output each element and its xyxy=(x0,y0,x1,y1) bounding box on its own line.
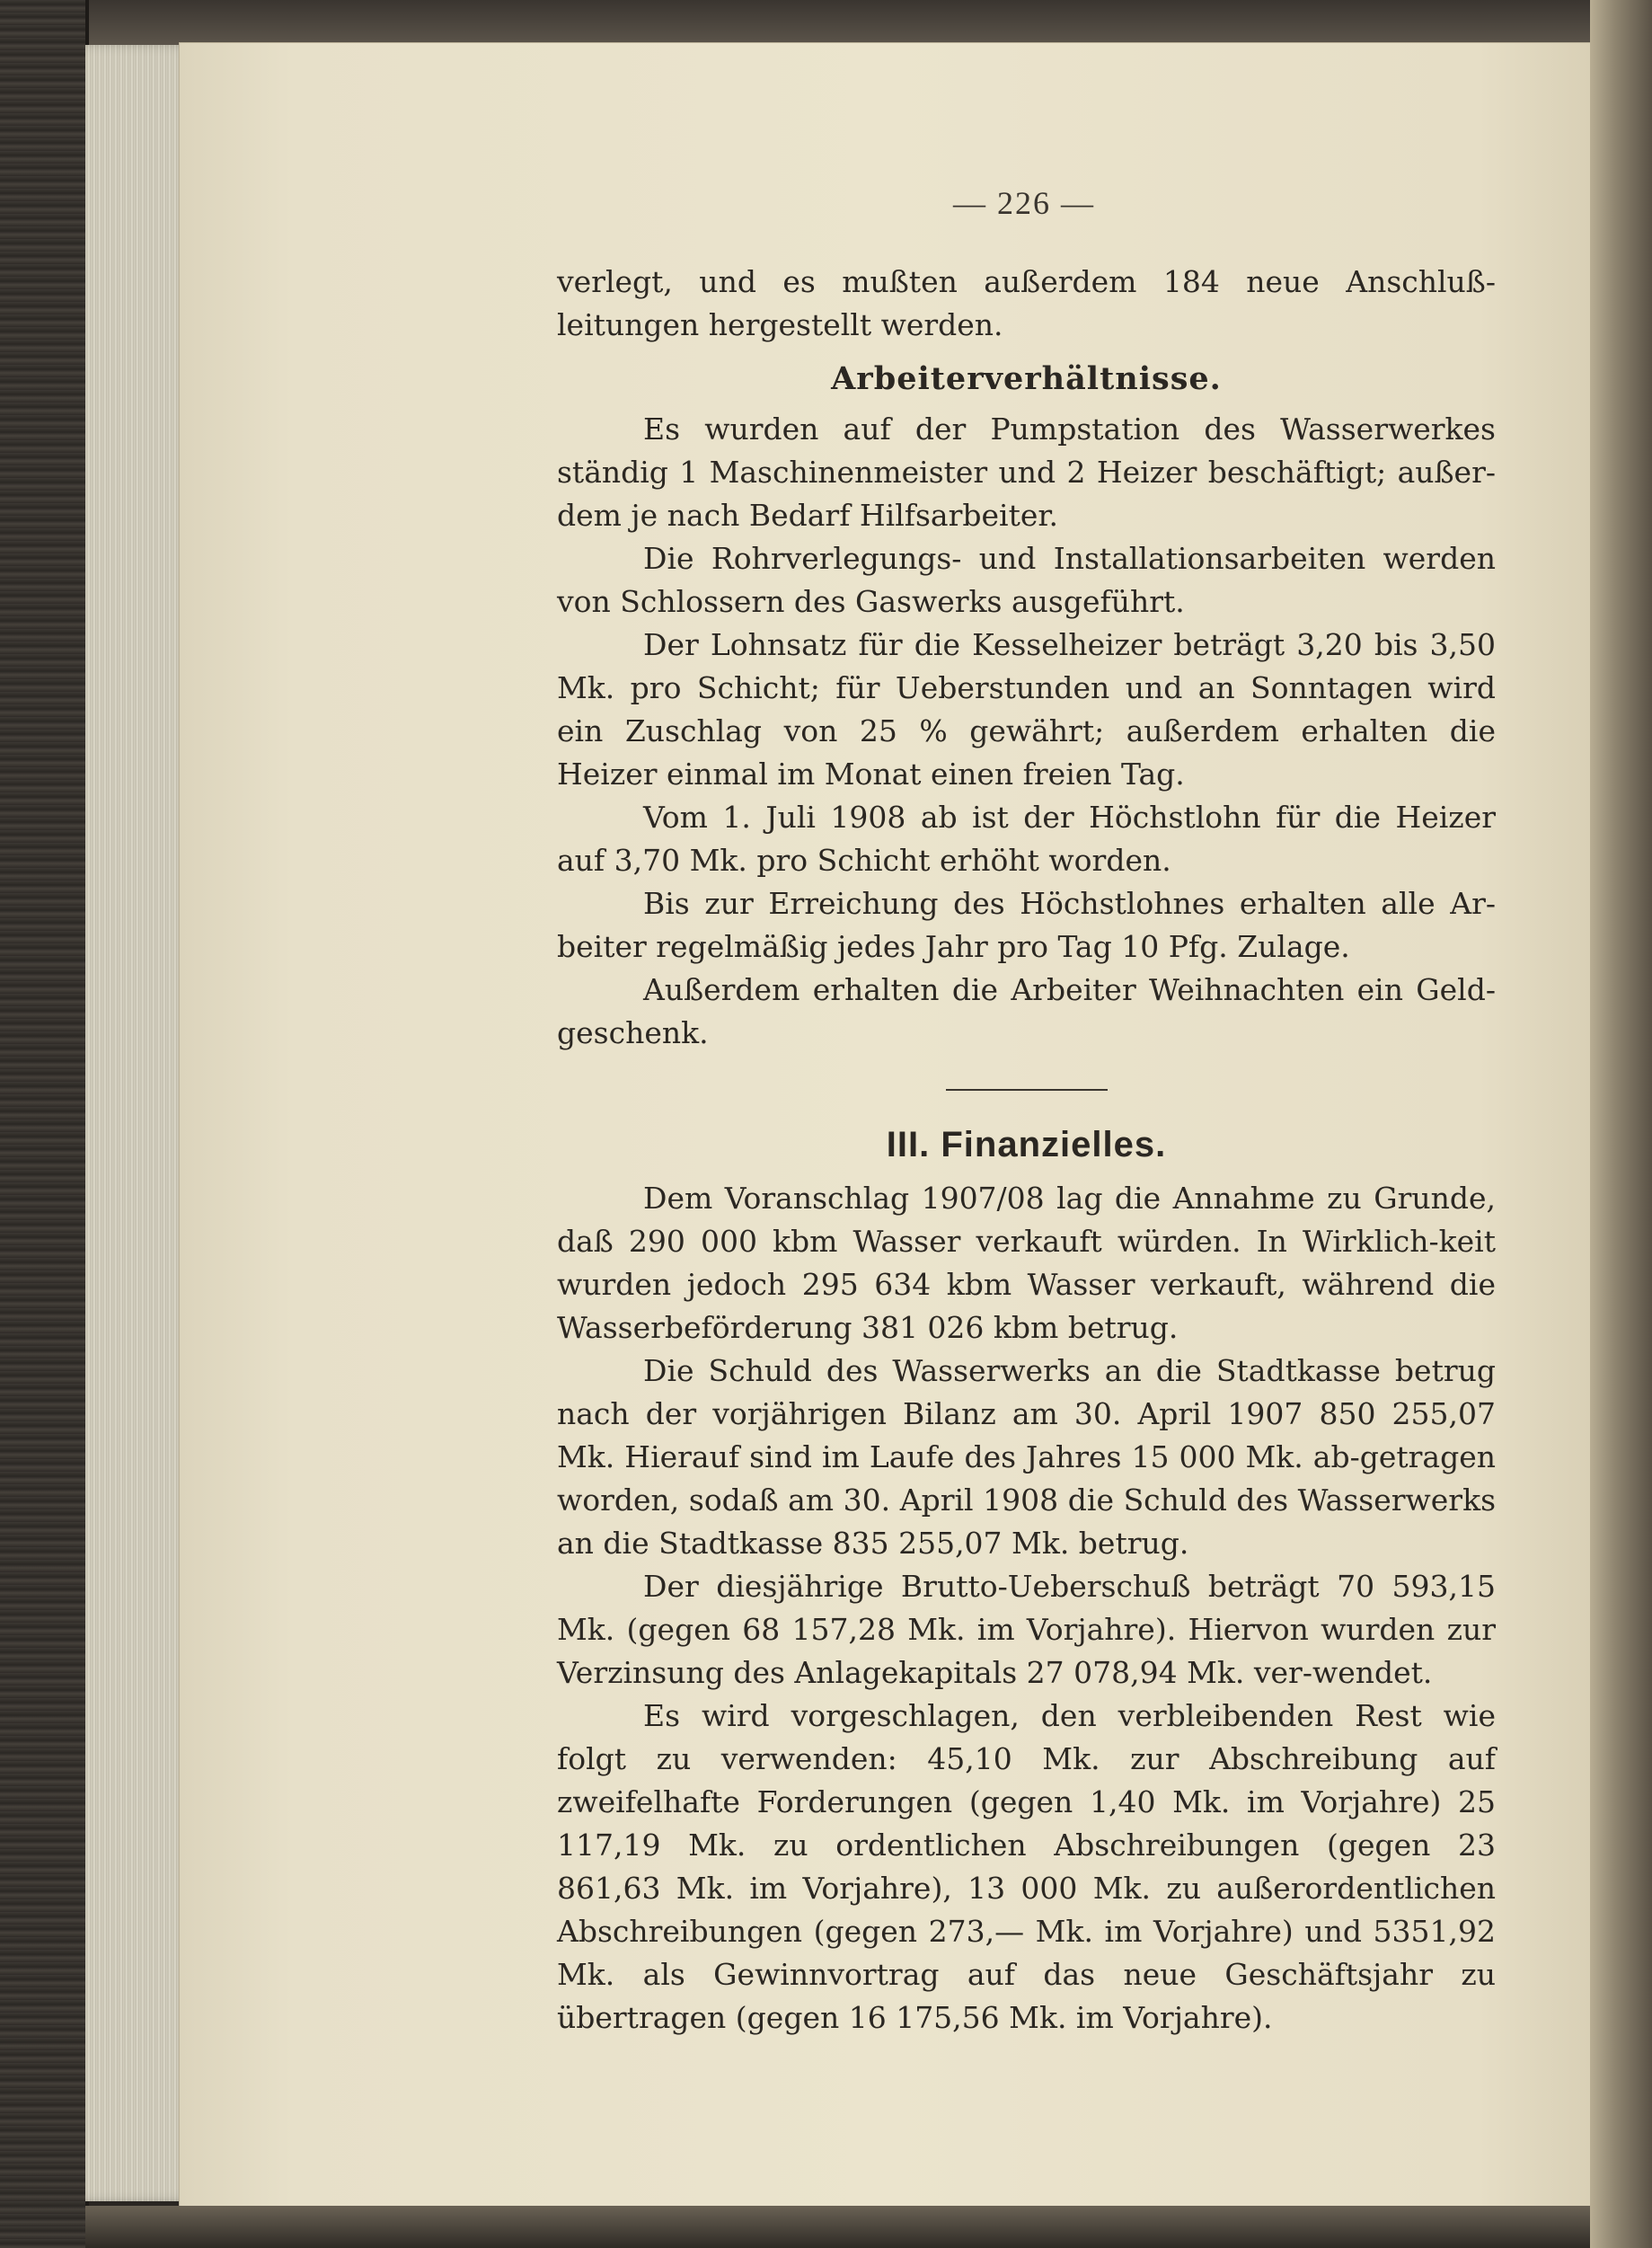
page-body xyxy=(557,261,1496,2040)
paragraph: Es wurden auf der Pumpstation des Wasserwerkes ständig 1 Maschinenmeister und 2 Heizer beschäftigt; außer-dem je nach Bedarf Hilfsarbeiter. xyxy=(557,412,1496,533)
facing-page-edge xyxy=(1590,0,1652,2248)
subheading-arbeiterverhaeltnisse: Arbeiterverhältnisse. xyxy=(831,360,1222,397)
book-binding xyxy=(0,0,89,2248)
section-heading-finanzielles: III. Finanzielles. xyxy=(886,1125,1167,1164)
paragraph: Außerdem erhalten die Arbeiter Weihnachten ein Geld-geschenk. xyxy=(557,972,1496,1050)
scan-background-bottom xyxy=(85,2206,1590,2248)
paragraph: Die Rohrverlegungs- und Installationsarbeiten werden von Schlossern des Gaswerks ausgeführt. xyxy=(557,541,1496,619)
paragraph: Es wird vorgeschlagen, den verbleibenden Rest wie folgt zu verwenden: 45,10 Mk. zur Abschreibung auf zweifelhafte Forderungen (gegen 1,40 Mk. im Vorjahre) 25 117,19 Mk. zu ordentlichen Abschreibungen (gegen 23 861,63 Mk. im Vorjahre), 13 000 Mk. zu außerordentlichen Abschreibungen (gegen 273,— Mk. im Vorjahre) und 5351,92 Mk. als Gewinnvortrag auf das neue Geschäftsjahr zu übertragen (gegen 16 175,56 Mk. im Vorjahre). xyxy=(557,1698,1496,2035)
page-number: — 226 — xyxy=(953,185,1095,221)
paragraph: Der Lohnsatz für die Kesselheizer beträgt 3,20 bis 3,50 Mk. pro Schicht; für Ueberstunden und an Sonntagen wird ein Zuschlag von 25 % gewährt; außerdem erhalten die Heizer einmal im Monat einen freien Tag. xyxy=(557,627,1496,792)
paragraph: Die Schuld des Wasserwerks an die Stadtkasse betrug nach der vorjährigen Bilanz am 30. April 1907 850 255,07 Mk. Hierauf sind im Laufe des Jahres 15 000 Mk. ab-getragen worden, sodaß am 30. April 1908 die Schuld des Wasserwerks an die Stadtkasse 835 255,07 Mk. betrug. xyxy=(557,1353,1496,1561)
scan-background-top xyxy=(85,0,1590,45)
paragraph: Dem Voranschlag 1907/08 lag die Annahme zu Grunde, daß 290 000 kbm Wasser verkauft würden. In Wirklich-keit wurden jedoch 295 634 kbm Wasser verkauft, während die Wasserbeförderung 381 026 kbm betrug. xyxy=(557,1181,1496,1345)
paragraph: Vom 1. Juli 1908 ab ist der Höchstlohn für die Heizer auf 3,70 Mk. pro Schicht erhöht worden. xyxy=(557,800,1496,878)
paragraph: Bis zur Erreichung des Höchstlohnes erhalten alle Ar-beiter regelmäßig jedes Jahr pro Tag 10 Pfg. Zulage. xyxy=(557,886,1496,964)
section-divider xyxy=(946,1089,1108,1091)
page-edges xyxy=(85,45,193,2201)
intro-paragraph: verlegt, und es mußten außerdem 184 neue Anschluß-leitungen hergestellt werden. xyxy=(557,264,1496,342)
paragraph: Der diesjährige Brutto-Ueberschuß beträgt 70 593,15 Mk. (gegen 68 157,28 Mk. im Vorjahre). Hiervon wurden zur Verzinsung des Anlagekapitals 27 078,94 Mk. ver-wendet. xyxy=(557,1569,1496,1690)
